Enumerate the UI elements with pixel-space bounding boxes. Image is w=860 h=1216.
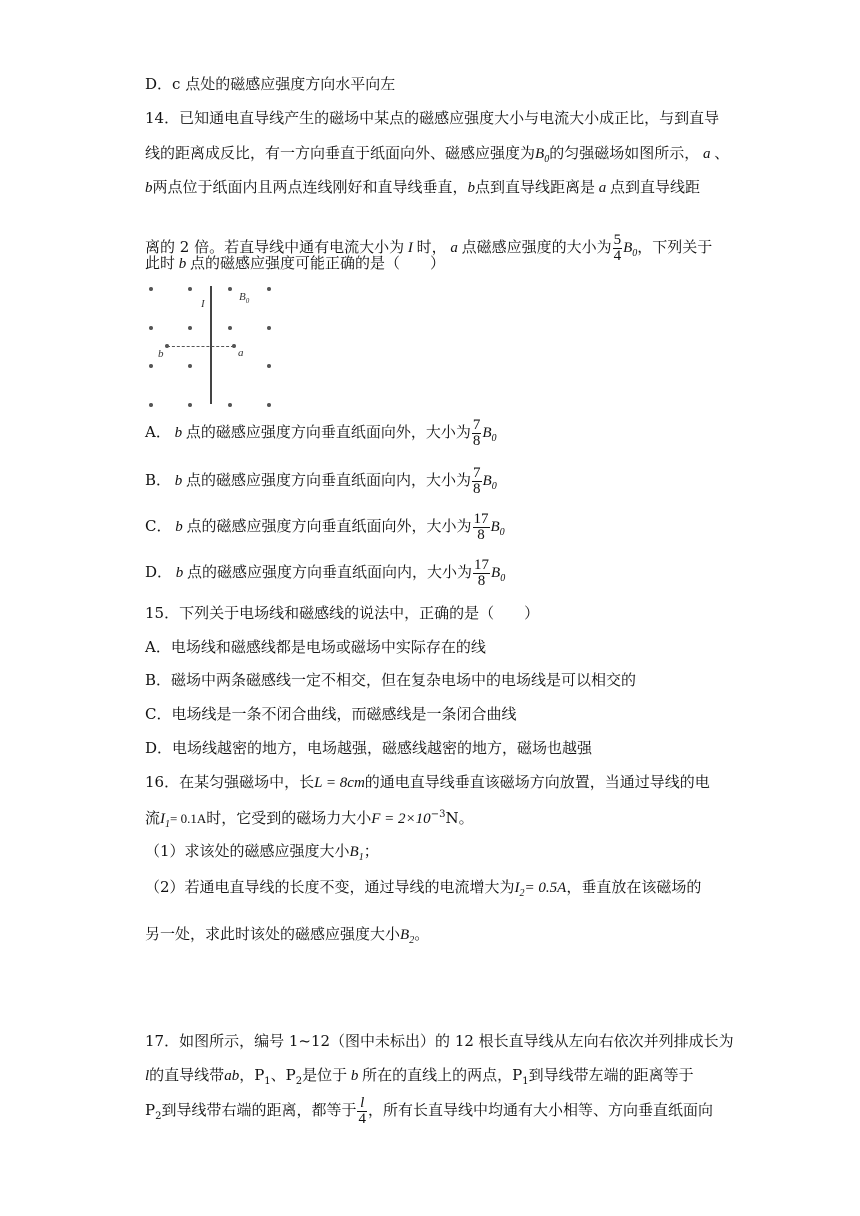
- text: 点的磁感应强度方向垂直纸面向内，大小为: [187, 563, 473, 581]
- q14-figure: [140, 282, 290, 414]
- q15-option-c: C．电场线是一条不闭合曲线，而磁感线是一条闭合曲线: [145, 705, 517, 723]
- q14-stem-line1: 14．已知通电直导线产生的磁场中某点的磁感应强度大小与电流大小成正比，与到直导: [145, 109, 720, 127]
- q16-sub2-line1: [145, 877, 701, 904]
- text: 点到直导线距: [610, 178, 701, 196]
- fraction-5-4: [613, 233, 623, 264]
- text: 点的磁感应强度方向垂直纸面向外，大小为: [186, 517, 472, 535]
- formula-length: L = 8cm: [314, 775, 365, 791]
- text: 此时: [145, 254, 176, 272]
- symbol-b: b: [170, 425, 186, 441]
- exponent: −3: [430, 809, 446, 820]
- text: 两点位于纸面内且两点连线刚好和直导线垂直，: [152, 178, 468, 196]
- symbol-I1: $I_1$: [160, 811, 171, 830]
- q15-option-b: B．磁场中两条磁感线一定不相交，但在复杂电场中的电场线是可以相交的: [145, 671, 637, 689]
- text: 、: [714, 144, 730, 162]
- text: （1）求该处的磁感应强度大小: [145, 842, 350, 860]
- field-dot: [188, 364, 192, 368]
- symbol-b: b: [171, 519, 187, 535]
- symbol-B0: $B_0$: [491, 565, 506, 584]
- q14-stem-line3: [145, 177, 700, 198]
- text: 点磁感应强度的大小为: [461, 238, 612, 256]
- numerator: 7: [473, 464, 481, 481]
- text: 流: [145, 809, 161, 827]
- symbol-l: l: [145, 1068, 150, 1084]
- text: 时，它受到的磁场力大小: [206, 809, 372, 827]
- symbol-B1: $B_1$: [349, 844, 364, 863]
- fraction: [472, 466, 482, 497]
- q15-option-a: A．电场线和磁感线都是电场或磁场中实际存在的线: [145, 638, 486, 656]
- q14-option-c: [145, 511, 505, 548]
- q16-sub1: [145, 841, 379, 868]
- symbol-b: b: [347, 1068, 363, 1084]
- symbol-a: a: [699, 146, 715, 162]
- field-dot: [149, 287, 153, 291]
- numerator: 7: [472, 416, 481, 433]
- numerator: l: [357, 1096, 367, 1112]
- q16-stem-line1: [145, 772, 710, 793]
- text: 点的磁感应强度方向垂直纸面向外，大小为: [185, 423, 471, 441]
- symbol-b: b: [175, 256, 191, 272]
- q17-stem-line3: $P_2$到导线带右端的距离，都等于 $\frac{l}{4}$ ，所有长直导线中均通有大小相等、方向垂直纸面向: [145, 1094, 713, 1127]
- q16-sub2-line2: [145, 924, 429, 951]
- text: 时，: [416, 238, 447, 256]
- text: ，P: [239, 1066, 265, 1084]
- q17-stem-line2: l的直导线带ab，$P_1$、$P_2$是位于 b 所在的直线上的两点，$P_1$到导线带左端的距离等于: [145, 1066, 694, 1087]
- fraction: [472, 418, 482, 449]
- q16-stem-line2: [145, 805, 474, 835]
- text: 所在的直线上的两点，P: [362, 1066, 523, 1084]
- symbol-b: b: [171, 473, 187, 489]
- text: N。: [445, 809, 474, 827]
- text: （2）若通电直导线的长度不变，通过导线的电流增大为: [145, 878, 515, 896]
- symbol-ab: ab: [224, 1068, 240, 1084]
- field-dot: [228, 326, 232, 330]
- q17-stem-line1: 17．如图所示，编号 1~12（图中未标出）的 12 根长直导线从左向右依次并列排成长为: [145, 1032, 734, 1050]
- point-b: [165, 344, 169, 348]
- option-prefix: D．: [145, 563, 173, 581]
- symbol-I2: $I_2$: [514, 880, 525, 899]
- option-prefix: C．: [145, 517, 172, 535]
- label-current-I: I: [201, 298, 205, 310]
- text: ，所有长直导线中均通有大小相等、方向垂直纸面向: [367, 1101, 713, 1119]
- q14-option-a: [145, 417, 497, 454]
- field-dot: [188, 326, 192, 330]
- field-dot: [228, 287, 232, 291]
- option-prefix: B．: [145, 471, 172, 489]
- q15-stem: 15．下列关于电场线和磁感线的说法中，正确的是（ ）: [145, 604, 540, 622]
- denominator: 8: [472, 432, 481, 449]
- text: 点的磁感应强度方向垂直纸面向内，大小为: [186, 471, 472, 489]
- numerator: 17: [473, 510, 489, 527]
- field-dot: [188, 403, 192, 407]
- symbol-B0: $B_0$: [490, 519, 505, 538]
- text: 是位于: [302, 1066, 348, 1084]
- text: 到导线带左端的距离等于: [528, 1066, 694, 1084]
- text: 点的磁感应强度可能正确的是（ ）: [190, 254, 446, 272]
- denominator: 8: [477, 526, 485, 543]
- field-dot: [188, 287, 192, 291]
- symbol-B0: $B_0$: [535, 146, 550, 165]
- text: 的通电直导线垂直该磁场方向放置，当通过导线的电: [364, 773, 710, 791]
- fraction: [473, 512, 490, 543]
- label-B0: $B_0$: [239, 291, 250, 306]
- q14-stem-line5: [145, 253, 445, 274]
- q14-option-d: [145, 557, 505, 594]
- denominator: 8: [477, 572, 486, 589]
- text: 的匀强磁场如图所示，: [549, 144, 700, 162]
- field-dot: [149, 326, 153, 330]
- text: 到导线带右端的距离，都等于: [161, 1101, 357, 1119]
- numerator: 5: [613, 231, 622, 248]
- q14-stem-line2: [145, 143, 729, 170]
- symbol-b: b: [145, 180, 153, 196]
- text: 的直导线带: [149, 1066, 225, 1084]
- numerator: 17: [474, 556, 490, 573]
- symbol-I: I: [404, 240, 417, 256]
- text: 另一处，求此时该处的磁感应强度大小: [145, 925, 401, 943]
- label-b: b: [158, 348, 164, 360]
- field-dot: [149, 403, 153, 407]
- text: 。: [414, 925, 430, 943]
- label-a: a: [238, 347, 244, 359]
- symbol-B2: $B_2$: [400, 927, 415, 946]
- denominator: 4: [358, 1110, 366, 1127]
- point-a: [232, 344, 236, 348]
- field-dot: [267, 326, 271, 330]
- denominator: 8: [473, 480, 481, 497]
- symbol-B0: $B_0$: [623, 240, 638, 259]
- text: P: [145, 1101, 156, 1119]
- text: ；: [363, 842, 379, 860]
- formula-force: F = 2×10: [371, 811, 431, 827]
- text: 16．在某匀强磁场中，长: [145, 773, 315, 791]
- field-dot: [267, 287, 271, 291]
- text: ，下列关于: [637, 238, 713, 256]
- value-current: = 0.5A: [524, 880, 567, 896]
- q13-option-d: D．c 点处的磁感应强度方向水平向左: [145, 75, 396, 93]
- symbol-a: a: [595, 180, 611, 196]
- q14-option-b: [145, 465, 497, 502]
- field-dot: [267, 364, 271, 368]
- text: 离的 2 倍。若直导线中通有电流大小为: [145, 238, 405, 256]
- text: 线的距离成反比，有一方向垂直于纸面向外、磁感应强度为: [145, 144, 536, 162]
- fraction-l-4: [357, 1096, 367, 1127]
- value-current: = 0.1A: [170, 811, 207, 826]
- straight-wire: [210, 286, 212, 404]
- text: 、P: [270, 1066, 296, 1084]
- field-dot: [228, 403, 232, 407]
- symbol-B0: $B_0$: [482, 425, 497, 444]
- option-prefix: A．: [145, 423, 171, 441]
- fraction: [473, 558, 490, 589]
- text: ，垂直放在该磁场的: [566, 878, 702, 896]
- symbol-b: b: [172, 565, 188, 581]
- text: 点到直导线距离是: [475, 178, 596, 196]
- symbol-b: b: [467, 180, 476, 196]
- text: B: [239, 291, 246, 303]
- field-dot: [267, 403, 271, 407]
- dashed-connector: [167, 346, 234, 347]
- symbol-a: a: [446, 240, 462, 256]
- denominator: 4: [613, 247, 622, 264]
- field-dot: [149, 364, 153, 368]
- symbol-B0: $B_0$: [482, 473, 497, 492]
- q15-option-d: D．电场线越密的地方，电场越强，磁感线越密的地方，磁场也越强: [145, 739, 593, 757]
